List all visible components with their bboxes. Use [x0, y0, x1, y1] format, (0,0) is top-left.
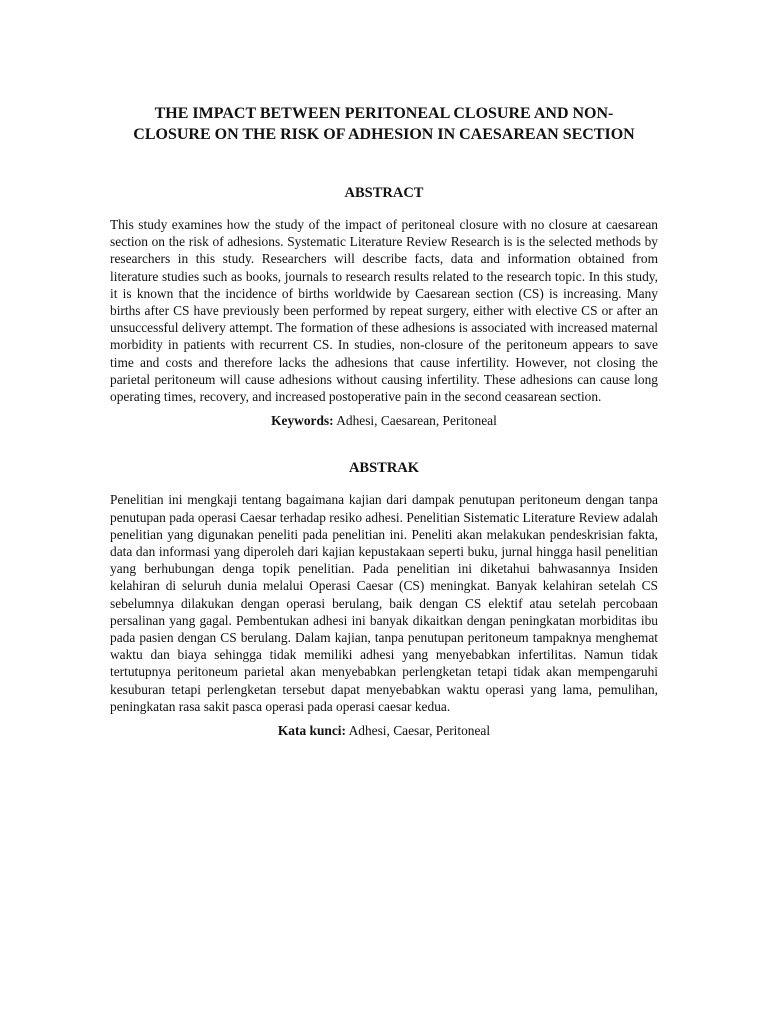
page-content [110, 103, 658, 739]
abstrak-keywords [110, 722, 658, 739]
abstract-text: This study examines how the study of the impact of peritoneal closure with no closure at caesarean section on the risk of adhesions. Systematic Literature Review Research is is the selected methods by researchers in this study. Researchers will describe facts, data and information obtained from literature studies such as books, journals to research results related to the research topic. In this study, it is known that the incidence of births worldwide by Caesarean section (CS) is increasing. Many births after CS have previously been performed by repeat surgery, either with elective CS or after an unsuccessful delivery attempt. The formation of these adhesions is associated with increased maternal morbidity in patients with recurrent CS. In studies, non-closure of the peritoneum appears to save time and costs and therefore lacks the adhesions that cause infertility. However, not closing the parietal peritoneum will cause adhesions without causing infertility. These adhesions can cause long operating times, recovery, and increased postoperative pain in the second ceasarean section. [110, 217, 658, 405]
keywords-label: Keywords: [271, 413, 334, 429]
abstrak-text: Penelitian ini mengkaji tentang bagaimana kajian dari dampak penutupan peritoneum dengan tanpa penutupan pada operasi Caesar terhadap resiko adhesi. Penelitian Sistematic Literature Review adalah penelitian yang digunakan peneliti pada penelitian ini. Peneliti akan melakukan pendeskrisian fakta, data dan informasi yang diperoleh dari kajian kepustakaan seperti buku, jurnal hingga hasil penelitian yang berhubungan denga topik penelitian. Pada penelitian ini diketahui bahwasannya Insiden kelahiran di seluruh dunia melalui Operasi Caesar (CS) meningkat. Banyak kelahiran setelah CS sebelumnya dilakukan dengan operasi berulang, baik dengan CS elektif atau setelah percobaan persalinan yang gagal. Pembentukan adhesi ini banyak dikaitkan dengan peningkatan morbiditas ibu pada pasien dengan CS berulang. Dalam kajian, tanpa penutupan peritoneum tampaknya menghemat waktu dan biaya sehingga tidak memiliki adhesi yang menyebabkan infertilitas. Namun tidak tertutupnya peritoneum parietal akan menyebabkan perlengketan tetapi tidak akan mempengaruhi kesuburan tetapi perlengketan tersebut dapat menyebabkan waktu operasi yang lama, pemulihan, peningkatan rasa sakit pasca operasi pada operasi caesar kedua. [110, 492, 658, 714]
abstract-keywords [110, 412, 658, 429]
paper-title: THE IMPACT BETWEEN PERITONEAL CLOSURE AND NON-CLOSURE ON THE RISK OF ADHESION IN CAESAREAN SECTION [133, 105, 635, 143]
kata-kunci-label: Kata kunci: [277, 723, 346, 739]
abstract-heading: ABSTRACT [344, 185, 424, 201]
keywords-value: Adhesi, Caesarean, Peritoneal [336, 413, 497, 429]
kata-kunci-value: Adhesi, Caesar, Peritoneal [348, 723, 491, 739]
abstrak-heading: ABSTRAK [348, 460, 420, 477]
